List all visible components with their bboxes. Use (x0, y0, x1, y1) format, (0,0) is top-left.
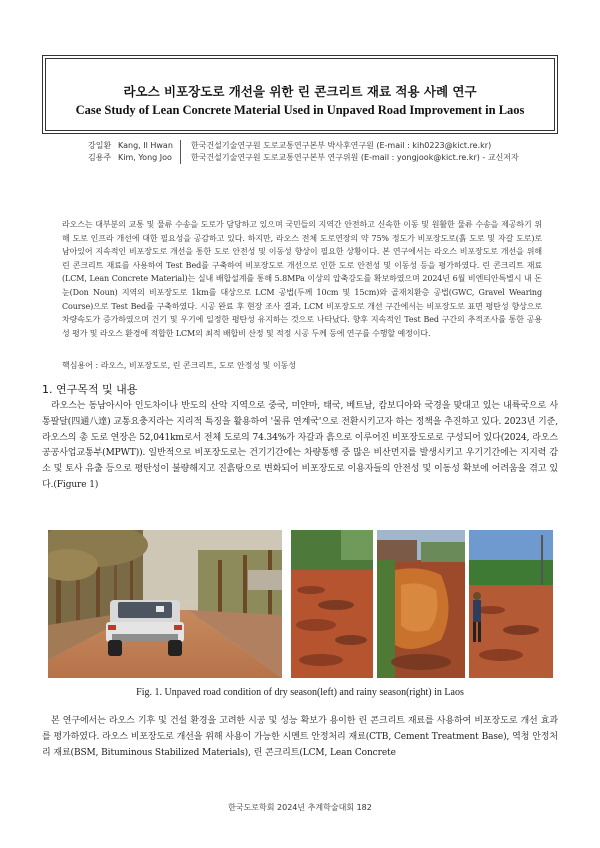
dry-season-road-illustration (48, 530, 282, 678)
author-row (88, 152, 519, 164)
dry-season-photo (48, 530, 282, 678)
author-divider (180, 140, 181, 152)
body-paragraph: 라오스는 동남아시아 인도차이나 반도의 산악 지역으로 중국, 미얀마, 태국, 베트남, 캄보디아와 국경을 맞대고 있는 내륙국으로 사통팔달(四通八達) 교통요충지라는 지리적 특징을 활용하여 '물류 연계국'으로 전환시키고자 하는 정책을 추진하고 있다. 2023년 기준, 라오스의 총 도로 연장은 52,041km로서 전체 도로의 74.34%가 자갈과 흙으로 이루어진 비포장도로로 구성되어 있다(2024, 라오스 공공사업교통부(MPWT)). 일반적으로 비포장도로는 건기기간에는 차량통행 중 많은 비산먼지를 발생시키고 우기기간에는 지지력 감소 및 토사 유출 등으로 평탄성이 불량해지고 진흙탕으로 변화되어 비포장도로 이용자들의 안전성 및 이동성 확보에 어려움을 겪고 있다.(Figure 1) (42, 401, 558, 490)
title-english: Case Study of Lean Concrete Material Used in Unpaved Road Improvement in Laos (75, 103, 525, 117)
abstract: 라오스는 대부분의 교통 및 물류 수송을 도로가 담당하고 있으며 국민들의 지역간 안전하고 신속한 이동 및 원활한 물류 수송을 제공하기 위해 도로 인프라 개선에 대한 필요성을 공감하고 있다. 하지만, 라오스 전체 도로연장의 약 75% 정도가 비포장도로(흙 도로 및 자갈 도로)로 남아있어 지속적인 비포장도로 개선을 통한 도로 안전성 및 이동성 향상이 필요한 상황이다. 본 연구에서는 라오스 비포장도로 개선을 위해 린 콘크리트 재료를 사용하여 Test Bed를 구축하여 비포장도로 개선으로 인한 도로 안전성 및 이동성 등을 평가하였다. 린 콘크리트 재료(LCM, Lean Concrete Material)는 실내 배합설계를 통해 5.8MPa 이상의 압축강도를 확보하였으며 2024년 6월 비엔티안특별시 내 돈눈(Don Noun) 지역의 비포장도로 1km를 대상으로 LCM 공법(두께 10cm 및 15cm)와 골재치환층 공법(GWC, Gravel Wearing Course)으로 Test Bed를 구축하였다. 시공 완료 후 현장 조사 결과, LCM 비포장도로 개선 구간에서는 비포장도로 표면 평탄성 향상으로 차량속도가 증가하였으며 건기 및 우기에 일정한 평탄성 유지하는 것으로 나타났다. 향후 지속적인 Test Bed 구간의 추적조사를 통한 공용성 평가 및 라오스 환경에 적합한 LCM의 최적 배합비 산정 및 적정 시공 두께 등에 연구를 수행할 예정이다. (62, 220, 542, 338)
author-affiliation: 한국건설기술연구원 도로교통연구본부 연구위원 (E-mail : yongjook@kict.re.kr) - 교신저자 (191, 153, 519, 162)
author-name-ko: 강일환 (88, 141, 112, 150)
page-footer: 한국도로학회 2024년 추계학술대회 182 (228, 803, 372, 812)
author-row (88, 140, 519, 152)
title-box (42, 55, 558, 134)
rainy-season-road-illustration (291, 530, 553, 678)
author-block (88, 140, 519, 164)
author-name-en: Kang, Il Hwan (118, 141, 173, 150)
author-affiliation: 한국건설기술연구원 도로교통연구본부 박사후연구원 (E-mail : kih0223@kict.re.kr) (191, 141, 492, 150)
figure-caption: Fig. 1. Unpaved road condition of dry season(left) and rainy season(right) in Laos (136, 687, 464, 698)
section-heading: 1. 연구목적 및 내용 (42, 383, 138, 396)
keywords: 핵심용어 : 라오스, 비포장도로, 린 콘크리트, 도로 안정성 및 이동성 (62, 361, 297, 370)
rainy-season-photo (291, 530, 553, 678)
author-name-en: Kim, Yong Joo (118, 153, 172, 162)
body-paragraph: 본 연구에서는 라오스 기후 및 건설 환경을 고려한 시공 및 성능 확보가 용이한 린 콘크리트 재료를 사용하여 비포장도로 개선 효과를 평가하였다. 라오스 비포장도로 개선을 위해 사용이 가능한 시멘트 안정처리 재료(CTB, Cement Treatment Base), 역청 안정처리 재료(BSM, Bituminous Stabilized Materials), 린 콘크리트(LCM, Lean Concrete (42, 716, 558, 758)
author-name-ko: 김용주 (88, 153, 112, 162)
author-divider (180, 152, 181, 164)
title-korean: 라오스 비포장도로 개선을 위한 린 콘크리트 재료 적용 사례 연구 (123, 84, 477, 99)
